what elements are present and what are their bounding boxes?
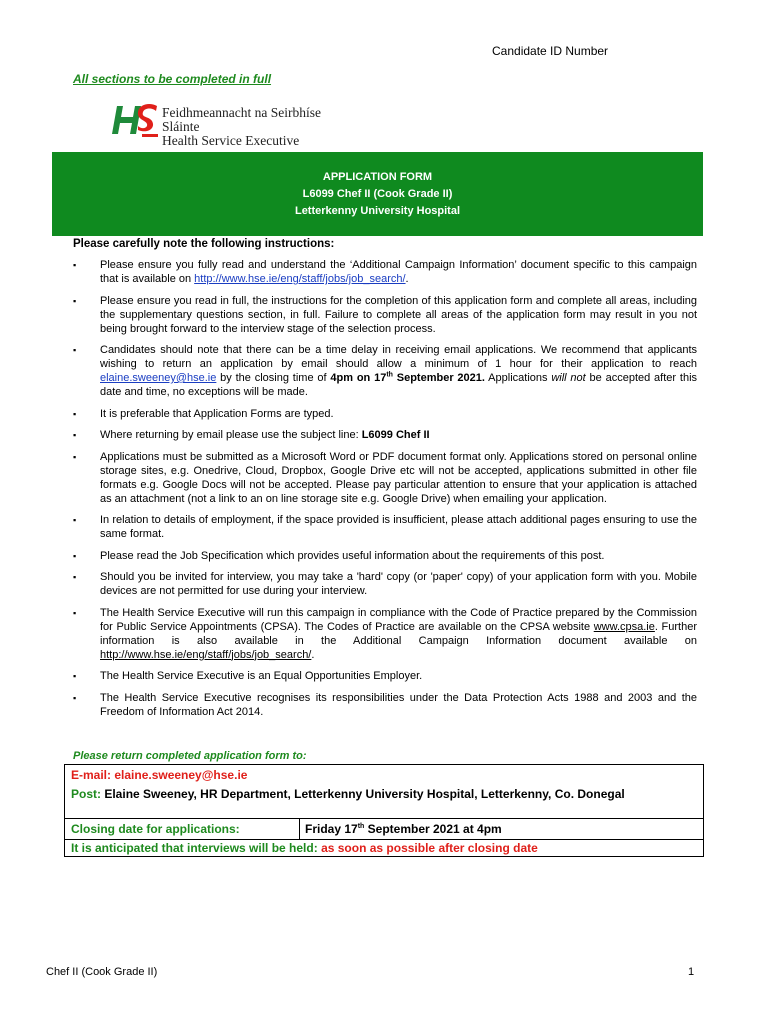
bullet-icon: ▪ — [73, 345, 77, 355]
interview-timing: as soon as possible after closing date — [321, 841, 538, 855]
hse-logo-icon — [108, 100, 160, 140]
instruction-item: ▪ Candidates should note that there can be a time delay in receiving email applications. We recommend that applicants wishing to return an application by email should allow a minimum of 1 hour for their application to reach elaine.sweeney@hse.ie by the closing time of 4pm on 17th September 2021. Applications will not be accepted after this date and time, no exceptions will be made. — [73, 344, 698, 398]
instruction-item: ▪ Please read the Job Specification which provides useful information about the requirements of this post. — [73, 549, 605, 562]
logo-english-name: Health Service Executive — [162, 133, 300, 148]
title-banner — [52, 152, 703, 236]
email-link[interactable]: elaine.sweeney@hse.ie — [100, 372, 217, 384]
return-email[interactable]: elaine.sweeney@hse.ie — [114, 768, 248, 782]
bullet-icon: ▪ — [73, 572, 77, 582]
bullet-icon: ▪ — [73, 451, 77, 462]
bullet-icon: ▪ — [73, 295, 77, 306]
job-search-link-2[interactable]: http://www.hse.ie/eng/staff/jobs/job_search/ — [100, 648, 312, 661]
cell-divider — [299, 819, 300, 839]
instruction-item: ▪ The Health Service Executive will run this campaign in compliance with the Code of Practice prepared by the Commission for Public Service Appointments (CPSA). The Codes of Practice are available on the CPSA website www.cpsa.ie. Further information is also available in the Additional Campaign Information document available on http://www.hse.ie/eng/staff/jobs/job_search/. — [73, 606, 697, 661]
hse-logo — [108, 100, 348, 148]
instruction-item: ▪ The Health Service Executive recognises its responsibilities under the Data Protection Acts 1988 and 2003 and the Freedom of Information Act 2014. — [73, 691, 697, 718]
hospital-name: Letterkenny University Hospital — [294, 205, 461, 217]
instruction-item: ▪ Please ensure you read in full, the instructions for the completion of this application form and complete all areas, including the supplementary questions section, in full. Failure to complete all areas of the application form may result in you not being brought forward to the interview stage of the selection process. — [73, 294, 697, 335]
instruction-item: ▪ Applications must be submitted as a Microsoft Word or PDF document format only. Applications stored on personal online storage sites, e.g. Onedrive, Cloud, Dropbox, Google Drive etc will not be accepted, applications submitted in other file formats e.g. Google Docs will not be accepted. Please pay particular attention to ensure that your application is attached as an attachment (not a link to an on line storage site e.g. Google Drive) when emailing your application. — [73, 450, 697, 505]
post-address: Elaine Sweeney, HR Department, Letterkenny University Hospital, Letterkenny, Co. Donegal — [104, 787, 625, 801]
bullet-icon: ▪ — [73, 607, 77, 618]
subject-line: L6099 Chef II — [361, 429, 430, 441]
job-search-link[interactable]: http://www.hse.ie/eng/staff/jobs/job_search/ — [194, 273, 406, 285]
bullet-icon: ▪ — [73, 550, 77, 561]
sections-note: All sections to be completed in full — [73, 72, 272, 86]
bullet-icon: ▪ — [73, 260, 77, 270]
contact-box — [64, 764, 704, 857]
form-title: APPLICATION FORM — [322, 171, 433, 183]
closing-date-value: Friday 17th September 2021 at 4pm — [305, 822, 502, 836]
instruction-item: ▪ Where returning by email please use the subject line: L6099 Chef II — [73, 429, 430, 441]
interview-row: It is anticipated that interviews will be held: as soon as possible after closing date — [71, 841, 538, 855]
instructions-list — [73, 258, 697, 726]
return-heading: Please return completed application form to: — [73, 750, 307, 762]
closing-date-label: Closing date for applications: — [71, 822, 240, 836]
instruction-item: ▪ In relation to details of employment, if the space provided is insufficient, please attach additional pages ensuring to use the same format. — [73, 514, 697, 540]
bullet-icon: ▪ — [73, 671, 77, 681]
bullet-icon: ▪ — [73, 515, 77, 525]
instruction-item: ▪ Please ensure you fully read and understand the ‘Additional Campaign Information’ document specific to this campaign that is available on http://www.hse.ie/eng/staff/jobs/job_search/. — [73, 259, 697, 285]
post-row: Post: Elaine Sweeney, HR Department, Letterkenny University Hospital, Letterkenny, Co. Donegal — [71, 787, 625, 801]
bullet-icon: ▪ — [73, 408, 77, 419]
email-row: E-mail: elaine.sweeney@hse.ie — [71, 768, 248, 782]
instruction-item: ▪ Should you be invited for interview, you may take a 'hard' copy (or 'paper' copy) of your application form with you. Mobile devices are not permitted for use during your interview. — [73, 571, 697, 597]
instruction-item: ▪ The Health Service Executive is an Equal Opportunities Employer. — [73, 670, 423, 682]
instruction-item: ▪ It is preferable that Application Forms are typed. — [73, 407, 334, 420]
instructions-heading: Please carefully note the following instructions: — [73, 238, 335, 250]
logo-irish-name: Feidhmeannacht na Seirbhíse Sláinte — [162, 105, 321, 134]
bullet-icon: ▪ — [73, 430, 77, 440]
footer-title: Chef II (Cook Grade II) — [46, 966, 158, 978]
bullet-icon: ▪ — [73, 692, 77, 703]
closing-date-row — [65, 818, 703, 840]
cpsa-link[interactable]: www.cpsa.ie — [593, 620, 655, 633]
page-number: 1 — [688, 966, 695, 978]
candidate-id-label: Candidate ID Number — [492, 44, 609, 58]
job-title: L6099 Chef II (Cook Grade II) — [302, 188, 453, 200]
